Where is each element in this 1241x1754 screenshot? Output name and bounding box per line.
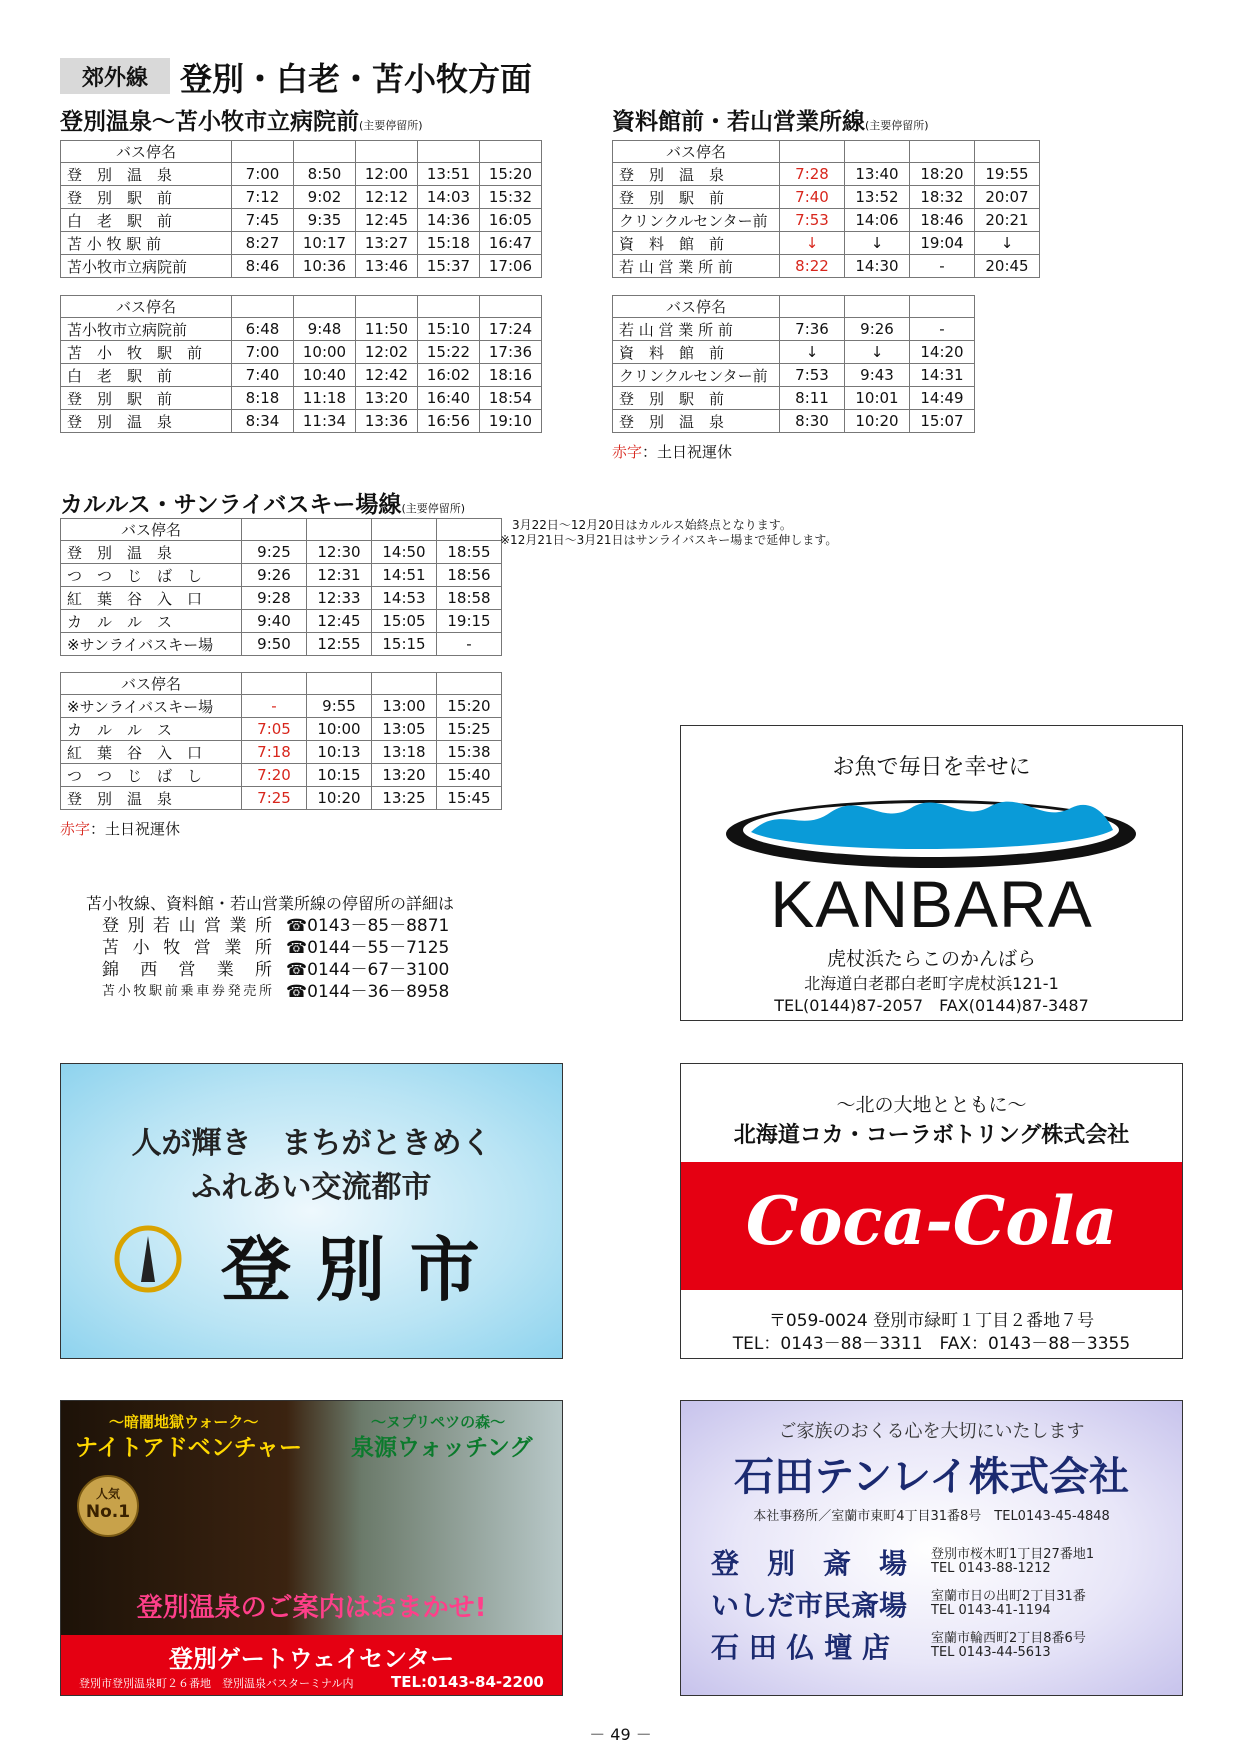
departure-time: 10:15: [307, 764, 372, 787]
departure-time: 9:26: [242, 564, 307, 587]
departure-time: 8:18: [232, 387, 294, 410]
empty-header-cell: [910, 141, 975, 163]
branch-address: 室蘭市輪西町2丁目8番6号: [931, 1631, 1086, 1646]
office-phone: ☎0144－36－8958: [286, 982, 450, 1002]
departure-time: 6:48: [232, 318, 294, 341]
timetable-row: [613, 341, 975, 364]
timetable-row: [61, 541, 502, 564]
departure-time: 14:20: [910, 341, 975, 364]
empty-header-cell: [418, 296, 480, 318]
timetable-row: [61, 787, 502, 810]
departure-time: 7:36: [780, 318, 845, 341]
office-phone: ☎0144－67－3100: [286, 960, 450, 980]
office-phone: ☎0143－85－8871: [286, 916, 450, 936]
timetable-row: [613, 364, 975, 387]
timetable-row: [61, 587, 502, 610]
empty-header-cell: [910, 296, 975, 318]
departure-time: 19:04: [910, 232, 975, 255]
stop-name: 白 老 駅 前: [61, 364, 232, 387]
stop-name-header: バス停名: [61, 141, 232, 163]
departure-time: 11:50: [356, 318, 418, 341]
departure-time: ↓: [780, 341, 845, 364]
departure-time: 13:20: [372, 764, 437, 787]
departure-time: -: [910, 255, 975, 278]
departure-time: 12:12: [356, 186, 418, 209]
stop-name: カ ル ル ス: [61, 610, 242, 633]
departure-time: 13:20: [356, 387, 418, 410]
stop-name: 若 山 営 業 所 前: [613, 318, 780, 341]
departure-time: 19:15: [437, 610, 502, 633]
departure-time: 8:11: [780, 387, 845, 410]
departure-time: 9:43: [845, 364, 910, 387]
legend-red-holiday-2: 赤字：土日祝運休: [60, 820, 181, 838]
departure-time: 10:17: [294, 232, 356, 255]
departure-time: 18:46: [910, 209, 975, 232]
departure-time: 14:53: [372, 587, 437, 610]
departure-time: 11:18: [294, 387, 356, 410]
stop-name: 登 別 駅 前: [61, 186, 232, 209]
departure-time: 14:06: [845, 209, 910, 232]
timetable-row: [61, 695, 502, 718]
departure-time: 7:20: [242, 764, 307, 787]
departure-time: 15:40: [437, 764, 502, 787]
departure-time: 7:28: [780, 163, 845, 186]
stop-name-header: バス停名: [61, 519, 242, 541]
empty-header-cell: [294, 296, 356, 318]
stop-name: 登 別 駅 前: [613, 387, 780, 410]
timetable-onsen-to-wakayama: [612, 140, 1040, 278]
departure-time: 15:18: [418, 232, 480, 255]
timetable-row: [61, 633, 502, 656]
departure-time: 18:32: [910, 186, 975, 209]
stop-name-header: バス停名: [613, 296, 780, 318]
departure-time: 13:40: [845, 163, 910, 186]
departure-time: 13:27: [356, 232, 418, 255]
stop-name: 資 料 館 前: [613, 341, 780, 364]
departure-time: 9:26: [845, 318, 910, 341]
contact-row: [102, 981, 454, 1003]
departure-time: 20:45: [975, 255, 1040, 278]
timetable-row: [61, 610, 502, 633]
departure-time: 15:32: [480, 186, 542, 209]
empty-header-cell: [780, 141, 845, 163]
departure-time: 17:06: [480, 255, 542, 278]
departure-time: 8:34: [232, 410, 294, 433]
stop-name: 紅 葉 谷 入 口: [61, 741, 242, 764]
departure-time: 10:01: [845, 387, 910, 410]
departure-time: ↓: [975, 232, 1040, 255]
stop-name: 登 別 温 泉: [61, 787, 242, 810]
section-title-karurusu: カルルス・サンライバスキー場線(主要停留所): [60, 492, 466, 518]
departure-time: 8:46: [232, 255, 294, 278]
departure-time: 16:40: [418, 387, 480, 410]
stop-name: 苫小牧市立病院前: [61, 318, 232, 341]
office-phone: ☎0144－55－7125: [286, 938, 450, 958]
departure-time: ↓: [780, 232, 845, 255]
route-category-tag: 郊外線: [60, 58, 170, 94]
departure-time: 7:12: [232, 186, 294, 209]
departure-time: 18:16: [480, 364, 542, 387]
departure-time: 7:53: [780, 364, 845, 387]
stop-name-header: バス停名: [61, 673, 242, 695]
wave-logo-icon: [721, 784, 1141, 874]
branch-name: 登 別 斎 場: [711, 1547, 908, 1580]
contact-row: [102, 959, 454, 981]
legend-red-holiday: 赤字：土日祝運休: [612, 443, 733, 461]
departure-time: 9:02: [294, 186, 356, 209]
departure-time: 13:18: [372, 741, 437, 764]
departure-time: 14:49: [910, 387, 975, 410]
office-name: 苫小牧駅前乗車券発売所: [102, 984, 272, 999]
stop-name: 苫 小 牧 駅 前: [61, 341, 232, 364]
stop-name: 苫 小 牧 駅 前: [61, 232, 232, 255]
ishida-branch: [711, 1541, 1094, 1583]
empty-header-cell: [232, 296, 294, 318]
departure-time: 14:31: [910, 364, 975, 387]
departure-time: 15:05: [372, 610, 437, 633]
timetable-row: [61, 318, 542, 341]
departure-time: 10:00: [294, 341, 356, 364]
departure-time: 16:02: [418, 364, 480, 387]
departure-time: 7:25: [242, 787, 307, 810]
timetable-row: [61, 764, 502, 787]
departure-time: 7:00: [232, 341, 294, 364]
departure-time: 15:25: [437, 718, 502, 741]
timetable-row: [613, 255, 1040, 278]
empty-header-cell: [845, 141, 910, 163]
departure-time: 13:52: [845, 186, 910, 209]
departure-time: 7:18: [242, 741, 307, 764]
empty-header-cell: [242, 673, 307, 695]
departure-time: 15:37: [418, 255, 480, 278]
timetable-row: [61, 387, 542, 410]
stop-name: ※サンライバスキー場: [61, 633, 242, 656]
empty-header-cell: [356, 141, 418, 163]
departure-time: 13:25: [372, 787, 437, 810]
departure-time: 14:50: [372, 541, 437, 564]
ad-coca-cola: ～北の大地とともに～ 北海道コカ・コーラボトリング株式会社 Coca-Cola 〒059-0024 登別市緑町１丁目２番地７号 TEL：0143－88－3311 FAX：0143－88－3355: [680, 1063, 1183, 1359]
departure-time: 14:51: [372, 564, 437, 587]
ad-noboribetsu-city: 人が輝き まちがときめく ふれあい交流都市 登 別 市: [60, 1063, 563, 1359]
stop-name: 登 別 温 泉: [61, 163, 232, 186]
departure-time: 7:45: [232, 209, 294, 232]
branch-tel: TEL 0143-88-1212: [931, 1561, 1051, 1576]
departure-time: 15:45: [437, 787, 502, 810]
departure-time: 10:00: [307, 718, 372, 741]
departure-time: 15:07: [910, 410, 975, 433]
timetable-row: [61, 255, 542, 278]
timetable-row: [613, 232, 1040, 255]
empty-header-cell: [294, 141, 356, 163]
departure-time: 15:10: [418, 318, 480, 341]
stop-name: ※サンライバスキー場: [61, 695, 242, 718]
departure-time: 12:42: [356, 364, 418, 387]
empty-header-cell: [437, 673, 502, 695]
timetable-row: [613, 410, 975, 433]
timetable-row: [61, 163, 542, 186]
departure-time: 14:30: [845, 255, 910, 278]
departure-time: 15:22: [418, 341, 480, 364]
departure-time: 13:51: [418, 163, 480, 186]
empty-header-cell: [480, 141, 542, 163]
departure-time: 8:27: [232, 232, 294, 255]
departure-time: 7:00: [232, 163, 294, 186]
kanbara-logo: KANBARA: [770, 867, 1093, 941]
ishida-branch: [711, 1625, 1094, 1667]
office-name: 錦 西 営 業 所: [102, 960, 272, 980]
departure-time: 8:30: [780, 410, 845, 433]
timetable-row: [61, 341, 542, 364]
departure-time: 12:30: [307, 541, 372, 564]
timetable-row: [613, 318, 975, 341]
stop-name: クリンクルセンター前: [613, 364, 780, 387]
coke-red-band: [681, 1162, 1182, 1290]
timetable-ski-to-onsen: [60, 672, 502, 810]
timetable-row: [61, 718, 502, 741]
departure-time: 14:03: [418, 186, 480, 209]
departure-time: 9:25: [242, 541, 307, 564]
stop-name: 登 別 駅 前: [613, 186, 780, 209]
departure-time: 19:55: [975, 163, 1040, 186]
departure-time: 7:40: [232, 364, 294, 387]
departure-time: 18:55: [437, 541, 502, 564]
stop-name: つ つ じ ば し: [61, 764, 242, 787]
timetable-row: [61, 364, 542, 387]
departure-time: 9:35: [294, 209, 356, 232]
departure-time: 18:58: [437, 587, 502, 610]
stop-name: 登 別 駅 前: [61, 387, 232, 410]
departure-time: 9:50: [242, 633, 307, 656]
stop-name-header: バス停名: [613, 141, 780, 163]
departure-time: 10:20: [845, 410, 910, 433]
empty-header-cell: [232, 141, 294, 163]
timetable-row: [613, 387, 975, 410]
stop-name: 白 老 駅 前: [61, 209, 232, 232]
popular-no1-badge: 人気 No.1: [77, 1475, 139, 1537]
branch-address: 登別市桜木町1丁目27番地1: [931, 1547, 1095, 1562]
timetable-wakayama-to-onsen: [612, 295, 975, 433]
empty-header-cell: [418, 141, 480, 163]
office-name: 苫 小 牧 営 業 所: [102, 938, 272, 958]
empty-header-cell: [372, 519, 437, 541]
branch-tel: TEL 0143-44-5613: [931, 1645, 1051, 1660]
timetable-row: [61, 186, 542, 209]
departure-time: 15:20: [480, 163, 542, 186]
city-emblem-icon: [113, 1224, 183, 1294]
departure-time: 19:10: [480, 410, 542, 433]
departure-time: 18:56: [437, 564, 502, 587]
stop-contact-info: 苫小牧線、資料館・若山営業所線の停留所の詳細は 登別若山営業所 ☎0143－85－8871 苫 小 牧 営 業 所 ☎0144－55－7125 錦 西 営 業 所 ☎0144－67－3100 苫小牧駅前乗車券発売所 ☎0144－36－8958: [86, 894, 455, 1002]
stop-name: 資 料 館 前: [613, 232, 780, 255]
departure-time: 15:38: [437, 741, 502, 764]
departure-time: 10:13: [307, 741, 372, 764]
departure-time: 12:55: [307, 633, 372, 656]
timetable-row: [61, 209, 542, 232]
departure-time: 13:36: [356, 410, 418, 433]
stop-name: 紅 葉 谷 入 口: [61, 587, 242, 610]
ad-kanbara: お魚で毎日を幸せに KANBARA 虎杖浜たらこのかんばら 北海道白老郡白老町字虎杖浜121-1 TEL(0144)87-2057 FAX(0144)87-3487: [680, 725, 1183, 1021]
departure-time: 20:21: [975, 209, 1040, 232]
departure-time: 14:36: [418, 209, 480, 232]
departure-time: -: [437, 633, 502, 656]
departure-time: 15:20: [437, 695, 502, 718]
timetable-row: [613, 186, 1040, 209]
contact-row: [102, 915, 454, 937]
stop-name: クリンクルセンター前: [613, 209, 780, 232]
ad-ishida-tenrei: ご家族のおくる心を大切にいたします 石田テンレイ株式会社 本社事務所／室蘭市東町4丁目31番8号 TEL0143-45-4848 登 別 斎 場 登別市桜木町1丁目27番地1 TEL 0143-88-1212 いしだ市民斎場 室蘭市日の出町2丁目31番 TEL 0143-41-1194 石 田 仏 壇 店 室蘭市輪西町2丁目8番6号 TEL 0143-44-5613: [680, 1400, 1183, 1696]
departure-time: 10:36: [294, 255, 356, 278]
departure-time: 13:46: [356, 255, 418, 278]
departure-time: 17:36: [480, 341, 542, 364]
branch-name: 石 田 仏 壇 店: [711, 1631, 890, 1664]
section-title-noboribetsu-tomakomai: 登別温泉～苫小牧市立病院前(主要停留所): [60, 109, 423, 135]
timetable-row: [61, 741, 502, 764]
timetable-row: [61, 410, 542, 433]
departure-time: 11:34: [294, 410, 356, 433]
page-title: 登別・白老・苫小牧方面: [180, 60, 533, 98]
empty-header-cell: [975, 141, 1040, 163]
timetable-row: [61, 232, 542, 255]
departure-time: 16:56: [418, 410, 480, 433]
empty-header-cell: [372, 673, 437, 695]
departure-time: ↓: [845, 341, 910, 364]
departure-time: ↓: [845, 232, 910, 255]
departure-time: 12:00: [356, 163, 418, 186]
coca-cola-logo: Coca-Cola: [745, 1182, 1118, 1260]
branch-tel: TEL 0143-41-1194: [931, 1603, 1051, 1618]
departure-time: 10:40: [294, 364, 356, 387]
departure-time: 7:05: [242, 718, 307, 741]
empty-header-cell: [356, 296, 418, 318]
timetable-row: [613, 209, 1040, 232]
stop-name: つ つ じ ば し: [61, 564, 242, 587]
departure-time: 9:28: [242, 587, 307, 610]
departure-time: 9:40: [242, 610, 307, 633]
departure-time: 12:02: [356, 341, 418, 364]
empty-header-cell: [845, 296, 910, 318]
page-number: － 49 －: [589, 1725, 652, 1744]
departure-time: -: [242, 695, 307, 718]
branch-address: 室蘭市日の出町2丁目31番: [931, 1589, 1086, 1604]
contact-row: [102, 937, 454, 959]
branch-name: いしだ市民斎場: [711, 1589, 908, 1622]
departure-time: 13:05: [372, 718, 437, 741]
stop-name-header: バス停名: [61, 296, 232, 318]
departure-time: 7:53: [780, 209, 845, 232]
timetable-noboribetsu-to-tomakomai: [60, 140, 542, 278]
departure-time: 9:48: [294, 318, 356, 341]
departure-time: 10:20: [307, 787, 372, 810]
ad-gateway-center: ～暗闇地獄ウォーク～ ナイトアドベンチャー ～ヌプリペツの森～ 泉源ウォッチング 人気 No.1 登別温泉のご案内はおまかせ! 登別ゲートウェイセンター 登別市登別温泉町２６番地 登別温泉バスターミナル内 TEL:0143-84-2200: [60, 1400, 563, 1696]
empty-header-cell: [307, 673, 372, 695]
departure-time: 18:20: [910, 163, 975, 186]
departure-time: 8:22: [780, 255, 845, 278]
section-title-shiryokan-wakayama: 資料館前・若山営業所線(主要停留所): [612, 109, 929, 135]
ishida-branch: [711, 1583, 1094, 1625]
empty-header-cell: [307, 519, 372, 541]
departure-time: 8:50: [294, 163, 356, 186]
stop-name: 登 別 温 泉: [613, 410, 780, 433]
timetable-row: [61, 564, 502, 587]
departure-time: 12:33: [307, 587, 372, 610]
stop-name: 登 別 温 泉: [61, 541, 242, 564]
timetable-onsen-to-ski: [60, 518, 502, 656]
empty-header-cell: [780, 296, 845, 318]
departure-time: 17:24: [480, 318, 542, 341]
stop-name: 登 別 温 泉: [61, 410, 232, 433]
empty-header-cell: [437, 519, 502, 541]
stop-name: カ ル ル ス: [61, 718, 242, 741]
empty-header-cell: [480, 296, 542, 318]
timetable-row: [613, 163, 1040, 186]
timetable-tomakomai-to-noboribetsu: [60, 295, 542, 433]
departure-time: 15:15: [372, 633, 437, 656]
departure-time: 12:45: [356, 209, 418, 232]
departure-time: 13:00: [372, 695, 437, 718]
departure-time: 7:40: [780, 186, 845, 209]
departure-time: 9:55: [307, 695, 372, 718]
departure-time: 16:47: [480, 232, 542, 255]
stop-name: 登 別 温 泉: [613, 163, 780, 186]
stop-name: 若 山 営 業 所 前: [613, 255, 780, 278]
departure-time: 16:05: [480, 209, 542, 232]
departure-time: -: [910, 318, 975, 341]
departure-time: 20:07: [975, 186, 1040, 209]
departure-time: 12:31: [307, 564, 372, 587]
departure-time: 12:45: [307, 610, 372, 633]
departure-time: 18:54: [480, 387, 542, 410]
stop-name: 苫小牧市立病院前: [61, 255, 232, 278]
office-name: 登別若山営業所: [102, 916, 272, 936]
empty-header-cell: [242, 519, 307, 541]
karurusu-notes: 3月22日～12月20日はカルルス始終点となります。 ※12月21日～3月21日はサンライバスキー場まで延伸します。: [500, 518, 838, 547]
